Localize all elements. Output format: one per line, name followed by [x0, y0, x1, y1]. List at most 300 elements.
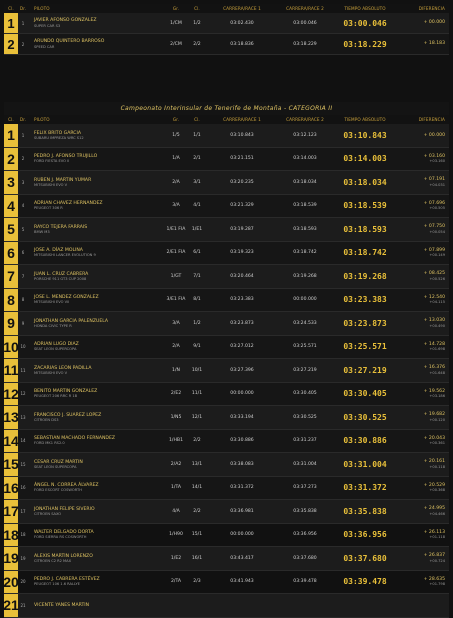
group-position: 1/N5	[170, 414, 182, 420]
car-model: PORSCHE 911 GT3 CUP 2008	[34, 276, 87, 281]
difference-cell	[396, 459, 449, 469]
pilot-cell	[28, 483, 166, 492]
race1-time: 00:00.000	[230, 532, 254, 538]
position-badge: 2	[4, 34, 18, 54]
hdr-dif: DIFERENCIA	[418, 117, 445, 122]
top-table	[4, 13, 449, 55]
position-badge: 12	[4, 383, 18, 406]
class-position: 15/1	[191, 532, 203, 538]
hdr-dif: DIFERENCIA	[418, 6, 445, 11]
class-position: 13/1	[191, 461, 203, 467]
position-badge: 1	[4, 124, 18, 147]
difference-cell	[396, 483, 449, 493]
pilot-cell	[28, 201, 166, 210]
pilot-name: ALEXIS MARTIN LORENZO	[34, 553, 93, 559]
absolute-time: 03:18.034	[343, 177, 387, 187]
absolute-time: 03:18.229	[343, 39, 387, 49]
absolute-time: 03:23.873	[343, 318, 387, 328]
race1-time: 03:36.981	[230, 508, 254, 514]
race2-time: 03:25.571	[293, 344, 317, 350]
pilot-name: SEBASTIAN MACHADO FERNANDEZ	[34, 436, 116, 442]
position-badge: 17	[4, 500, 18, 523]
class-position: 2/2	[193, 438, 201, 444]
top-table-header	[4, 4, 449, 13]
difference-cell	[396, 506, 449, 516]
dorsal-number: 15	[20, 461, 26, 467]
race2-time: 03:35.838	[293, 508, 317, 514]
class-position: 8/1	[193, 297, 201, 303]
hdr-pos: Cl.	[8, 6, 14, 11]
group-position: 3/A	[172, 203, 180, 209]
pilot-cell	[28, 389, 166, 398]
dorsal-number: 7	[21, 273, 25, 279]
pilot-name: ADRIAN LUGO DIAZ	[34, 342, 79, 348]
dorsal-number: 4	[21, 203, 25, 209]
car-model: PEUGEOT 206 RRC R 1B	[34, 394, 78, 399]
car-model: CITROEN DS3	[34, 417, 59, 422]
absolute-time: 03:23.383	[343, 295, 387, 305]
gap-to-previous: +00.054	[429, 229, 445, 234]
gap-to-previous: +00.368	[429, 488, 445, 493]
position-badge: 18	[4, 524, 18, 547]
group-position: 1/TA	[170, 485, 182, 491]
race2-time: 03:18.229	[293, 41, 317, 47]
car-model: PEUGEOT 306 R	[34, 206, 63, 211]
hdr-r1: CARRERA/RACE 1	[223, 117, 261, 122]
hdr-r2: CARRERA/RACE 2	[286, 117, 324, 122]
car-model: MITSUBISHI EVO VII	[34, 300, 70, 305]
gap-to-previous: +01.118	[429, 535, 445, 540]
dorsal-number: 18	[20, 532, 26, 538]
race1-time: 03:23.873	[230, 320, 254, 326]
pilot-cell	[28, 18, 166, 27]
pilot-name: JUAN L. CRUZ CABRERA	[34, 271, 89, 277]
hdr-cl: Cl.	[194, 117, 200, 122]
position-badge: 15	[4, 453, 18, 476]
group-position: 1/GT	[170, 273, 182, 279]
race1-time: 03:21.151	[230, 156, 254, 162]
position-badge: 21	[4, 594, 18, 617]
race2-time: 03:30.525	[293, 414, 317, 420]
race2-time: 03:18.539	[293, 203, 317, 209]
absolute-time: 03:00.046	[343, 18, 387, 28]
position-badge: 3	[4, 171, 18, 194]
car-model: SEAT LEON SUPERCOPA	[34, 464, 77, 469]
table-row	[4, 571, 449, 595]
gap-to-leader: + 24.995	[423, 506, 445, 512]
race1-time: 03:19.287	[230, 226, 254, 232]
gap-to-previous: +00.361	[429, 441, 445, 446]
race2-time: 03:24.533	[293, 320, 317, 326]
gap-to-leader: + 16.376	[423, 365, 445, 371]
absolute-time: 03:25.571	[343, 342, 387, 352]
group-position: 2/A	[172, 344, 180, 350]
race2-time: 03:39.478	[293, 579, 317, 585]
car-model: SUBARU IMPREZA WRC S12	[34, 135, 84, 140]
difference-cell	[396, 177, 449, 187]
difference-cell	[396, 365, 449, 375]
position-badge: 9	[4, 312, 18, 335]
gap-to-previous: +00.149	[429, 253, 445, 258]
class-position: 2/3	[193, 579, 201, 585]
absolute-time: 03:39.478	[343, 577, 387, 587]
dorsal-number: 16	[20, 485, 26, 491]
position-badge: 13	[4, 406, 18, 429]
group-position: 2/A2	[170, 461, 182, 467]
table-row	[4, 500, 449, 524]
dorsal-number: 21	[20, 602, 26, 608]
class-position: 3/1	[193, 179, 201, 185]
group-position: 1/5	[172, 132, 180, 138]
pilot-name: PEDRO J. CABRERA ESTÉVEZ	[34, 577, 100, 583]
group-position: 1/A	[172, 156, 180, 162]
table-row	[4, 312, 449, 336]
group-position: 2/E1 FIA	[166, 250, 186, 256]
category-title: Campeonato Interinsular de Tenerife de Montaña - CATEGORIA II	[4, 102, 449, 115]
car-model: FORD SIERRA RS COSWORTH	[34, 535, 87, 540]
race2-time: 03:14.003	[293, 156, 317, 162]
gap-to-leader: + 19.682	[423, 412, 445, 418]
pilot-name: ÁNGEL N. CORREA ÁLVAREZ	[34, 483, 99, 489]
pilot-cell	[28, 413, 166, 422]
section-gap	[4, 55, 449, 102]
group-position: 1/H90	[169, 532, 183, 538]
difference-cell	[396, 318, 449, 328]
absolute-time: 03:31.372	[343, 483, 387, 493]
gap-to-previous: +00.505	[429, 206, 445, 211]
race1-time: 03:31.372	[230, 485, 254, 491]
absolute-time: 03:37.680	[343, 553, 387, 563]
hdr-r1: CARRERA/RACE 1	[223, 6, 261, 11]
difference-cell	[396, 248, 449, 258]
table-row	[4, 171, 449, 195]
race2-time: 03:31.004	[293, 461, 317, 467]
car-model: MITSUBISHI EVO V	[34, 182, 68, 187]
race1-time: 03:21.329	[230, 203, 254, 209]
car-model: SUPER CAR S3	[34, 23, 61, 28]
position-badge: 19	[4, 547, 18, 570]
absolute-time: 03:31.004	[343, 459, 387, 469]
table-row	[4, 430, 449, 454]
race1-time: 03:38.083	[230, 461, 254, 467]
position-badge: 14	[4, 430, 18, 453]
group-position: 4/A	[172, 508, 180, 514]
gap-to-previous: +04.466	[429, 511, 445, 516]
class-position: 1/2	[193, 320, 201, 326]
hdr-dr: Dr.	[19, 117, 27, 122]
gap-to-previous: +01.798	[429, 582, 445, 587]
pilot-name: RAYCO TEJERA FARRAIS	[34, 224, 88, 230]
table-row	[4, 453, 449, 477]
absolute-time: 03:18.593	[343, 224, 387, 234]
table-row	[4, 359, 449, 383]
pilot-cell	[28, 530, 166, 539]
gap-to-leader: + 07.899	[423, 247, 445, 253]
dorsal-number: 8	[21, 297, 25, 303]
race1-time: 00:00.000	[230, 391, 254, 397]
dorsal-number: 2	[21, 41, 25, 47]
table-row	[4, 13, 449, 34]
pilot-cell	[28, 272, 166, 281]
pilot-cell	[28, 577, 166, 586]
dorsal-number: 6	[21, 250, 25, 256]
class-position: 7/1	[193, 273, 201, 279]
pilot-cell	[28, 295, 166, 304]
class-position: 4/1	[193, 203, 201, 209]
pilot-name: CESAR CRUZ MARTIN	[34, 459, 83, 465]
race1-time: 03:10.843	[230, 132, 254, 138]
table-row	[4, 406, 449, 430]
gap-to-previous: +01.698	[429, 347, 445, 352]
race1-time: 03:02.430	[230, 20, 254, 26]
table-row	[4, 383, 449, 407]
car-model: HONDA CIVIC TYPE R	[34, 323, 72, 328]
race1-time: 03:27.396	[230, 367, 254, 373]
difference-cell	[396, 577, 449, 587]
pilot-name: JOSE A. DÍAZ MOLINA	[34, 248, 83, 254]
gap-to-leader: + 03.160	[423, 153, 445, 159]
race2-time: 03:18.742	[293, 250, 317, 256]
absolute-time: 03:14.003	[343, 154, 387, 164]
position-badge: 11	[4, 359, 18, 382]
position-badge: 16	[4, 477, 18, 500]
gap-to-previous: +04.031	[429, 182, 445, 187]
class-position: 6/1	[193, 250, 201, 256]
position-badge: 4	[4, 195, 18, 218]
difference-cell	[396, 342, 449, 352]
absolute-time: 03:18.742	[343, 248, 387, 258]
gap-to-leader: + 19.562	[423, 388, 445, 394]
difference-cell	[396, 553, 449, 563]
pilot-cell	[28, 178, 166, 187]
table-row	[4, 547, 449, 571]
race1-time: 03:27.012	[230, 344, 254, 350]
gap-to-leader: + 12.540	[423, 294, 445, 300]
race2-time: 03:18.034	[293, 179, 317, 185]
gap-to-leader: + 07.191	[423, 177, 445, 183]
table-row	[4, 265, 449, 289]
category-table-header	[4, 115, 449, 124]
dorsal-number: 17	[20, 508, 26, 514]
pilot-name: JONATHAN GARCIA PALENZUELA	[34, 318, 109, 324]
class-position: 1/2	[193, 20, 201, 26]
group-position: 2/CM	[170, 41, 182, 47]
table-row	[4, 34, 449, 55]
race2-time: 03:18.593	[293, 226, 317, 232]
car-model: SEAT LEON SUPERCOPA	[34, 347, 77, 352]
gap-to-previous: +00.490	[429, 323, 445, 328]
pilot-cell	[28, 225, 166, 234]
race2-time: 03:27.219	[293, 367, 317, 373]
pilot-cell	[28, 554, 166, 563]
dorsal-number: 20	[20, 579, 26, 585]
race1-time: 03:23.383	[230, 297, 254, 303]
category-table	[4, 124, 449, 618]
pilot-cell	[28, 436, 166, 445]
car-model: BMW M3	[34, 229, 50, 234]
class-position: 2/2	[193, 41, 201, 47]
race1-time: 03:18.836	[230, 41, 254, 47]
table-row	[4, 218, 449, 242]
hdr-dr: Dr.	[19, 6, 27, 11]
gap-to-leader: + 14.728	[423, 341, 445, 347]
class-position: 10/1	[191, 367, 203, 373]
group-position: 3/E1 FIA	[166, 297, 186, 303]
pilot-cell	[28, 39, 166, 48]
class-position: 11/1	[191, 391, 203, 397]
car-model: CITROEN SAXO	[34, 511, 62, 516]
absolute-time: 03:27.219	[343, 365, 387, 375]
group-position: 2/A	[172, 179, 180, 185]
gap-to-leader: + 26.113	[423, 529, 445, 535]
dorsal-number: 10	[20, 344, 26, 350]
class-position: 2/1	[193, 156, 201, 162]
car-model: FORD MK1 RS2.0	[34, 441, 65, 446]
dorsal-number: 9	[21, 320, 25, 326]
car-model: MITSUBISHI LANCER EVOLUTION 9	[34, 253, 96, 258]
position-badge: 10	[4, 336, 18, 359]
car-model: FORD ESCORT COSWORTH	[34, 488, 82, 493]
group-position: 2/E2	[170, 391, 182, 397]
pilot-name: RUBEN J. MARTIN YUMAR	[34, 177, 92, 183]
car-model: FORD FIESTA EVO II	[34, 159, 70, 164]
hdr-pilot: PILOTO	[34, 117, 50, 122]
gap-to-previous: +00.526	[429, 276, 445, 281]
class-position: 12/1	[191, 414, 203, 420]
gap-to-leader: + 07.750	[423, 224, 445, 230]
position-badge: 1	[4, 13, 18, 33]
race2-time: 03:30.405	[293, 391, 317, 397]
gap-to-leader: + 13.030	[423, 318, 445, 324]
pilot-name: VICENTE YANES MARTIN	[34, 602, 90, 608]
difference-cell	[396, 201, 449, 211]
gap-to-previous: +00.724	[429, 558, 445, 563]
gap-to-previous: +04.115	[429, 300, 445, 305]
position-badge: 2	[4, 148, 18, 171]
difference-cell	[396, 133, 449, 139]
difference-cell	[396, 530, 449, 540]
absolute-time: 03:30.405	[343, 389, 387, 399]
pilot-cell	[28, 131, 166, 140]
difference-cell	[396, 436, 449, 446]
gap-to-previous: +01.648	[429, 370, 445, 375]
difference-cell	[396, 412, 449, 422]
hdr-gr: Gr.	[172, 117, 180, 122]
race1-time: 03:43.417	[230, 555, 254, 561]
hdr-tot: TIEMPO ABSOLUTO	[344, 117, 386, 122]
table-row	[4, 524, 449, 548]
race2-time: 03:19.268	[293, 273, 317, 279]
table-row	[4, 289, 449, 313]
hdr-pos: Cl.	[8, 117, 14, 122]
position-badge: 7	[4, 265, 18, 288]
absolute-time: 03:30.525	[343, 412, 387, 422]
pilot-name: WALTER DELGADO DORTA	[34, 530, 94, 536]
group-position: 1/E2	[170, 555, 182, 561]
gap-to-leader: + 28.635	[423, 576, 445, 582]
pilot-cell	[28, 342, 166, 351]
dorsal-number: 3	[21, 179, 25, 185]
group-position: 1/HB1	[169, 438, 183, 444]
gap-to-leader: + 20.161	[423, 459, 445, 465]
dorsal-number: 13	[20, 414, 26, 420]
difference-cell	[396, 271, 449, 281]
dorsal-number: 19	[20, 555, 26, 561]
pilot-name: ADRIAN CHAVEZ HERNANDEZ	[34, 201, 103, 207]
pilot-cell	[28, 460, 166, 469]
race2-time: 03:37.273	[293, 485, 317, 491]
dorsal-number: 1	[21, 20, 25, 26]
table-row	[4, 148, 449, 172]
pilot-cell	[28, 319, 166, 328]
gap-to-leader: + 20.529	[423, 482, 445, 488]
position-badge: 8	[4, 289, 18, 312]
gap-to-previous: +03.160	[429, 159, 445, 164]
race1-time: 03:19.323	[230, 250, 254, 256]
race2-time: 03:00.046	[293, 20, 317, 26]
gap-to-leader: + 26.837	[423, 553, 445, 559]
pilot-name: PEDRO J. AFONSO TRUJILLO	[34, 154, 98, 160]
dorsal-number: 12	[20, 391, 26, 397]
class-position: 14/1	[191, 485, 203, 491]
race2-time: 03:12.123	[293, 132, 317, 138]
gap-to-leader: + 20.043	[423, 435, 445, 441]
pilot-name: ARUNDO QUINTERO BARROSO	[34, 39, 105, 45]
gap-to-leader: + 00.000	[423, 132, 445, 138]
table-row	[4, 195, 449, 219]
group-position: 1/CM	[170, 20, 182, 26]
pilot-cell	[28, 248, 166, 257]
pilot-name: JOSE L. MENDEZ GONZALEZ	[34, 295, 99, 301]
absolute-time: 03:30.886	[343, 436, 387, 446]
gap-to-leader: + 00.000	[423, 20, 445, 26]
car-model: CITROEN C2 R2 MAX	[34, 558, 72, 563]
position-badge: 5	[4, 218, 18, 241]
table-row	[4, 336, 449, 360]
difference-cell	[396, 389, 449, 399]
class-position: 9/1	[193, 344, 201, 350]
pilot-cell	[28, 507, 166, 516]
dorsal-number: 1	[21, 132, 25, 138]
absolute-time: 03:19.268	[343, 271, 387, 281]
table-row	[4, 242, 449, 266]
dorsal-number: 14	[20, 438, 26, 444]
table-row	[4, 477, 449, 501]
results-sheet	[3, 4, 449, 614]
absolute-time: 03:18.539	[343, 201, 387, 211]
group-position: 1/N	[172, 367, 180, 373]
pilot-name: ZACARIAS LEON PADILLA	[34, 365, 92, 371]
table-row	[4, 594, 449, 618]
position-badge: 6	[4, 242, 18, 265]
difference-cell	[396, 295, 449, 305]
pilot-name: JAVIER AFONSO GONZALEZ	[34, 18, 97, 24]
pilot-cell	[28, 603, 166, 608]
pilot-name: JONATHAN FELIPE SIVERIO	[34, 506, 95, 512]
pilot-name: BENITO MARTIN GONZALEZ	[34, 389, 98, 395]
group-position: 1/E1 FIA	[166, 226, 186, 232]
table-row	[4, 124, 449, 148]
gap-to-leader: + 08.425	[423, 271, 445, 277]
pilot-cell	[28, 366, 166, 375]
hdr-tot: TIEMPO ABSOLUTO	[344, 6, 386, 11]
dorsal-number: 5	[21, 226, 25, 232]
race2-time: 03:31.237	[293, 438, 317, 444]
class-position: 2/2	[193, 508, 201, 514]
gap-to-previous: +00.120	[429, 417, 445, 422]
gap-to-leader: + 07.696	[423, 200, 445, 206]
race1-time: 03:41.943	[230, 579, 254, 585]
